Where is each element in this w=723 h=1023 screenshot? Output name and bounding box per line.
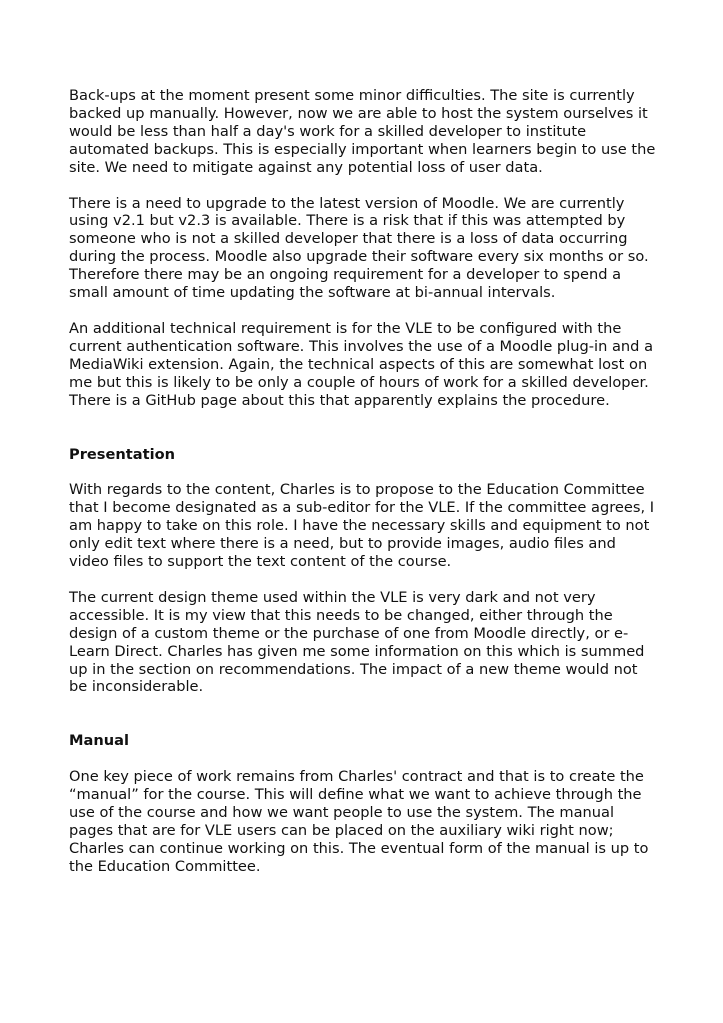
paragraph-design-theme: The current design theme used within the VLE is very dark and not very accessible. It is my view that this needs to be changed, either through the design of a custom theme or the purchase of one from Moodle directly, or e-Learn Direct. Charles has given me some information on this which is summed up in the section on recommendations. The impact of a new theme would not be inconsiderable. [69, 588, 645, 696]
paragraph-manual: One key piece of work remains from Charles' contract and that is to create the “manual” for the course. This will define what we want to achieve through the use of the course and how we want people to use the system. The manual pages that are for VLE users can be placed on the auxiliary wiki right now; Charles can continue working on this. The eventual form of the manual is up to the Education Committee. [69, 768, 649, 875]
spacer [69, 750, 659, 768]
spacer [69, 463, 659, 481]
paragraph-authentication: An additional technical requirement is for the VLE to be configured with the current authentication software. This involves the use of a Moodle plug-in and a MediaWiki extension. Again, the technical aspects of this are somewhat lost on me but this is likely to be only a couple of hours of work for a skilled developer. There is a GitHub page about this that apparently explains the procedure. [69, 319, 654, 409]
paragraph-sub-editor: With regards to the content, Charles is to propose to the Education Committee that I become designated as a sub-editor for the VLE. If the committee agrees, I am happy to take on this role. I have the necessary skills and equipment to not only edit text where there is a need, but to provide images, audio files and video files to support the text content of the course. [69, 481, 655, 571]
paragraph-moodle-upgrade: There is a need to upgrade to the latest version of Moodle. We are currently using v2.1 but v2.3 is available. There is a risk that if this was attempted by someone who is not a skilled developer that there is a loss of data occurring during the process. Moodle also upgrade their software every six months or so. Therefore there may be an ongoing requirement for a developer to spend a small amount of time updating the software at bi-annual intervals. [69, 194, 649, 302]
document-body [69, 87, 659, 894]
paragraph-backups: Back-ups at the moment present some minor difficulties. The site is currently backed up manually. However, now we are able to host the system ourselves it would be less than half a day's work for a skilled developer to institute automated backups. This is especially important when learners begin to use the site. We need to mitigate against any potential loss of user data. [69, 87, 656, 176]
spacer [69, 714, 659, 732]
spacer [69, 428, 659, 446]
heading-manual: Manual [69, 732, 129, 750]
heading-presentation: Presentation [69, 445, 175, 463]
